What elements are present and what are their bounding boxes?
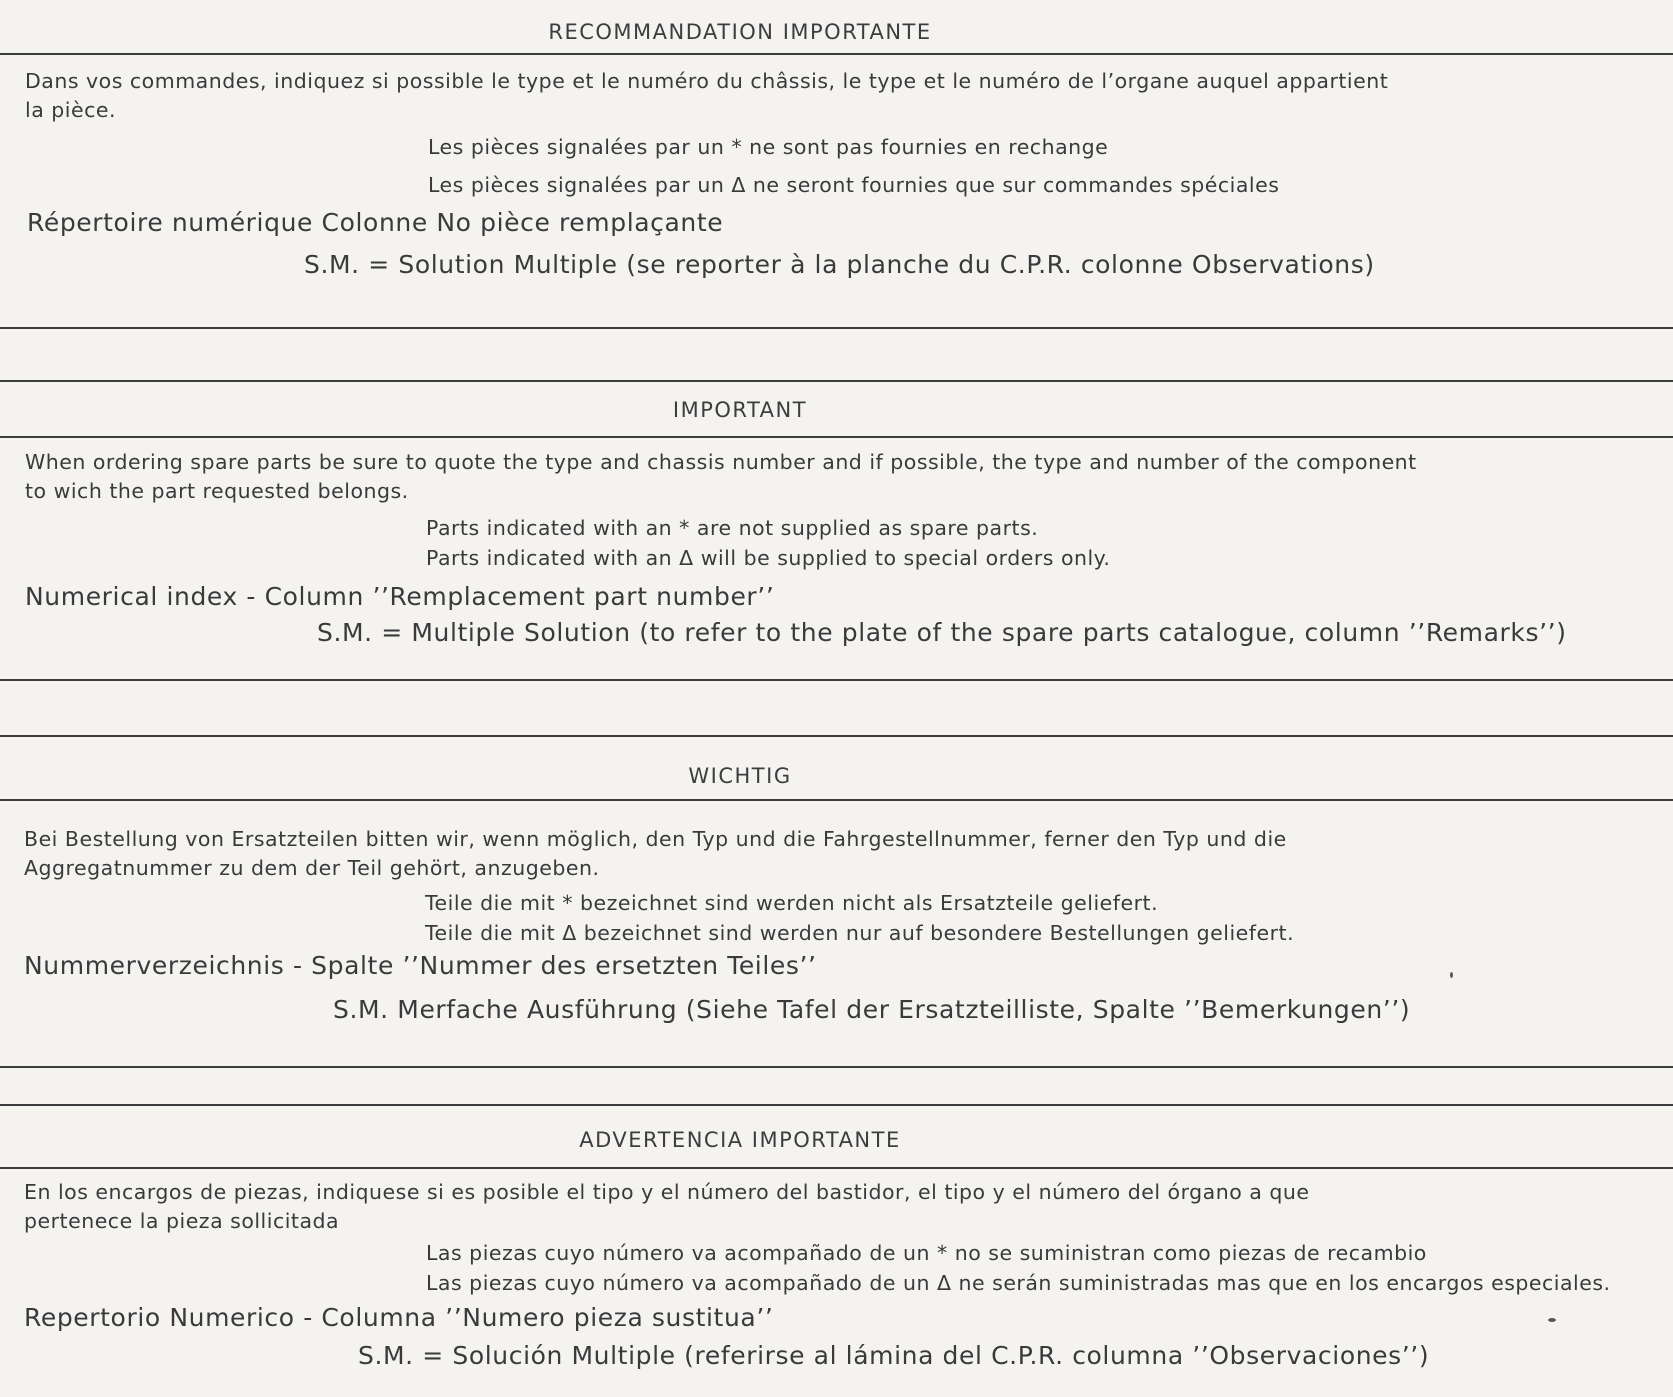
instruction-paragraph-fr [25, 67, 1388, 125]
index-line-fr: Répertoire numérique Colonne No pièce remplaçante [27, 208, 724, 237]
note-delta-es: Las piezas cuyo número va acompañado de un Δ ne serán suministradas mas que en los encargos especiales. [426, 1271, 1611, 1295]
index-line-es: Repertorio Numerico - Columna ’’Numero pieza sustitua’’ [24, 1303, 774, 1332]
divider [0, 436, 1673, 438]
paragraph-line: la pièce. [25, 98, 116, 122]
ink-speck [1548, 1318, 1556, 1322]
paragraph-line: When ordering spare parts be sure to quote the type and chassis number and if possible, the type and number of the component [25, 450, 1417, 474]
instruction-paragraph-en [25, 448, 1417, 506]
divider [0, 1104, 1673, 1106]
divider [0, 380, 1673, 382]
note-asterisk-en: Parts indicated with an * are not supplied as spare parts. [426, 516, 1039, 540]
divider [0, 735, 1673, 737]
note-asterisk-es: Las piezas cuyo número va acompañado de un * no se suministran como piezas de recambio [426, 1241, 1427, 1265]
instruction-paragraph-es [24, 1178, 1309, 1236]
paragraph-line: to wich the part requested belongs. [25, 479, 409, 503]
divider [0, 679, 1673, 681]
instruction-paragraph-de [24, 825, 1287, 883]
divider [0, 327, 1673, 329]
note-asterisk-fr: Les pièces signalées par un * ne sont pas fournies en rechange [428, 135, 1109, 159]
note-delta-de: Teile die mit Δ bezeichnet sind werden nur auf besondere Bestellungen geliefert. [425, 921, 1295, 945]
sm-line-de: S.M. Merfache Ausführung (Siehe Tafel der Ersatzteilliste, Spalte ’’Bemerkungen’’) [333, 995, 1411, 1024]
divider [0, 53, 1673, 55]
index-line-de: Nummerverzeichnis - Spalte ’’Nummer des ersetzten Teiles’’ [24, 951, 817, 980]
paragraph-line: Aggregatnummer zu dem der Teil gehört, anzugeben. [24, 856, 600, 880]
paragraph-line: En los encargos de piezas, indiquese si es posible el tipo y el número del bastidor, el tipo y el número del órgano a que [24, 1180, 1310, 1204]
note-asterisk-de: Teile die mit * bezeichnet sind werden nicht als Ersatzteile geliefert. [425, 891, 1159, 915]
note-delta-en: Parts indicated with an Δ will be supplied to special orders only. [426, 546, 1111, 570]
sm-line-fr: S.M. = Solution Multiple (se reporter à la planche du C.P.R. colonne Observations) [304, 250, 1375, 279]
sm-line-es: S.M. = Solución Multiple (referirse al lámina del C.P.R. columna ’’Observaciones’’) [358, 1341, 1430, 1370]
paragraph-line: Bei Bestellung von Ersatzteilen bitten wir, wenn möglich, den Typ und die Fahrgestellnummer, ferner den Typ und die [24, 827, 1287, 851]
section-heading-en: IMPORTANT [672, 398, 808, 422]
note-delta-fr: Les pièces signalées par un Δ ne seront fournies que sur commandes spéciales [428, 173, 1280, 197]
index-line-en: Numerical index - Column ’’Remplacement part number’’ [25, 582, 775, 611]
section-heading-fr: RECOMMANDATION IMPORTANTE [548, 20, 932, 44]
divider [0, 1167, 1673, 1169]
paragraph-line: Dans vos commandes, indiquez si possible le type et le numéro du châssis, le type et le numéro de l’organe auquel appartient [25, 69, 1389, 93]
section-heading-de: WICHTIG [688, 764, 792, 788]
paragraph-line: pertenece la pieza sollicitada [24, 1209, 340, 1233]
ink-speck [1450, 972, 1453, 978]
section-heading-es: ADVERTENCIA IMPORTANTE [579, 1128, 901, 1152]
sm-line-en: S.M. = Multiple Solution (to refer to the plate of the spare parts catalogue, column ’’Remarks’’) [317, 618, 1567, 647]
divider [0, 1066, 1673, 1068]
divider [0, 799, 1673, 801]
